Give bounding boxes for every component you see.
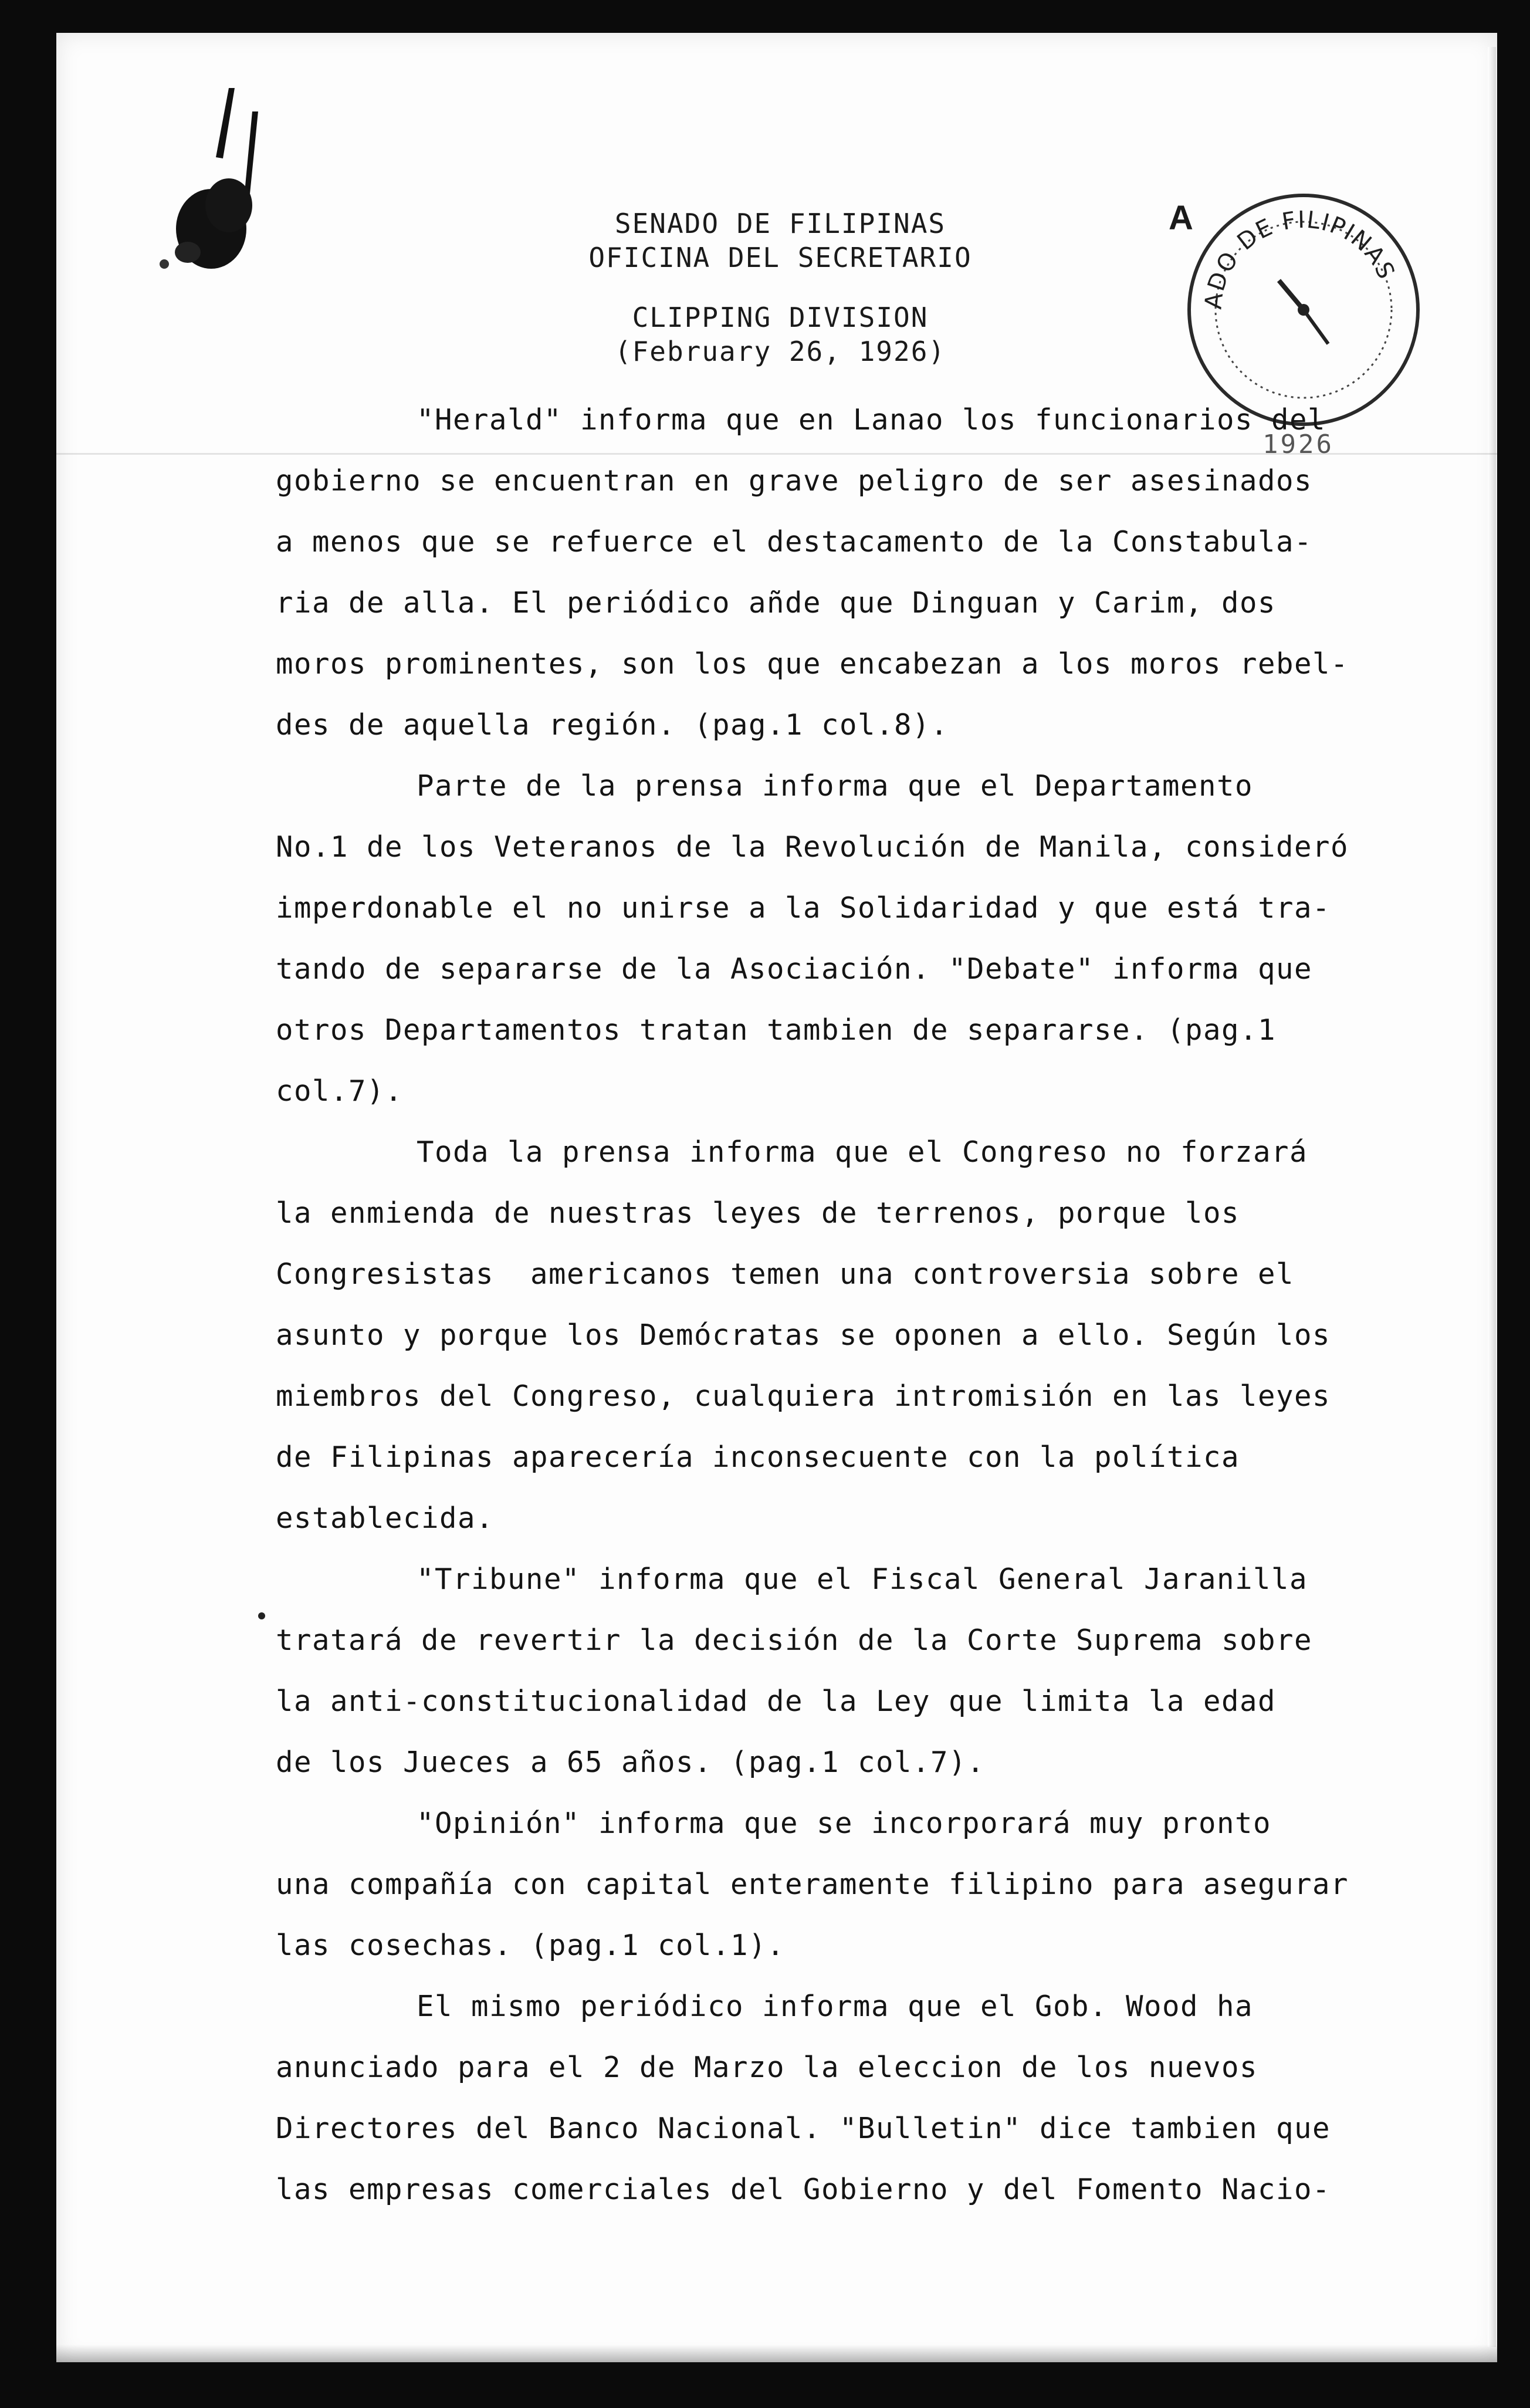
document-date: (February 26, 1926) (614, 336, 946, 367)
clipping-body (276, 390, 1361, 2220)
text-line: ria de alla. El periódico añde que Dinguan y Carim, dos (276, 586, 1277, 620)
ink-blot (141, 88, 276, 276)
text-line: las empresas comerciales del Gobierno y del Fomento Nacio- (276, 2173, 1331, 2206)
text-line: a menos que se refuerce el destacamento de la Constabula- (276, 525, 1313, 559)
text-line: otros Departamentos tratan tambien de separarse. (pag.1 (276, 1013, 1277, 1047)
text-line: una compañía con capital enteramente filipino para asegurar (276, 1868, 1349, 1901)
office-name: OFICINA DEL SECRETARIO (588, 242, 972, 273)
text-line: des de aquella región. (pag.1 col.8). (276, 708, 949, 742)
senate-name: SENADO DE FILIPINAS (614, 208, 946, 239)
page-bottom-shadow (56, 2345, 1497, 2362)
text-line: de los Jueces a 65 años. (pag.1 col.7). (276, 1746, 986, 1779)
stamp-text: ADO DE FILIPINAS (1200, 206, 1400, 311)
text-line: tratará de revertir la decisión de la Corte Suprema sobre (276, 1624, 1313, 1657)
page-edge (1488, 47, 1496, 2347)
division-name: CLIPPING DIVISION (632, 302, 929, 333)
text-line: tando de separarse de la Asociación. "Debate" informa que (276, 952, 1313, 986)
text-line: "Herald" informa que en Lanao los funcionarios del (417, 403, 1326, 437)
text-line: miembros del Congreso, cualquiera intromisión en las leyes (276, 1379, 1331, 1413)
text-line: de Filipinas aparecería inconsecuente con la política (276, 1440, 1240, 1474)
text-line: Parte de la prensa informa que el Departamento (417, 769, 1254, 803)
text-line: las cosechas. (pag.1 col.1). (276, 1929, 786, 1962)
text-line: col.7). (276, 1074, 404, 1108)
text-line: la anti-constitucionalidad de la Ley que limita la edad (276, 1685, 1277, 1718)
text-line: No.1 de los Veteranos de la Revolución de Manila, consideró (276, 830, 1349, 864)
text-line: El mismo periódico informa que el Gob. Wood ha (417, 1990, 1254, 2023)
text-line: Toda la prensa informa que el Congreso no forzará (417, 1135, 1308, 1169)
text-line: anunciado para el 2 de Marzo la eleccion de los nuevos (276, 2051, 1258, 2084)
text-line: Congresistas americanos temen una controversia sobre el (276, 1257, 1295, 1291)
stray-ink-dot (258, 1612, 265, 1619)
letterhead (528, 207, 1033, 368)
text-line: gobierno se encuentran en grave peligro de ser asesinados (276, 464, 1313, 498)
text-line: Directores del Banco Nacional. "Bulletin" dice tambien que (276, 2112, 1331, 2145)
text-line: moros prominentes, son los que encabezan a los moros rebel- (276, 647, 1349, 681)
text-line: la enmienda de nuestras leyes de terrenos, porque los (276, 1196, 1240, 1230)
margin-mark: A (1169, 199, 1193, 237)
text-line: asunto y porque los Demócratas se oponen a ello. Según los (276, 1318, 1331, 1352)
text-line: establecida. (276, 1501, 495, 1535)
text-line: "Opinión" informa que se incorporará muy pronto (417, 1807, 1272, 1840)
stamp-year: 1926 (1262, 429, 1334, 459)
text-line: "Tribune" informa que el Fiscal General Jaranilla (417, 1563, 1308, 1596)
text-line: imperdonable el no unirse a la Solidaridad y que está tra- (276, 891, 1331, 925)
